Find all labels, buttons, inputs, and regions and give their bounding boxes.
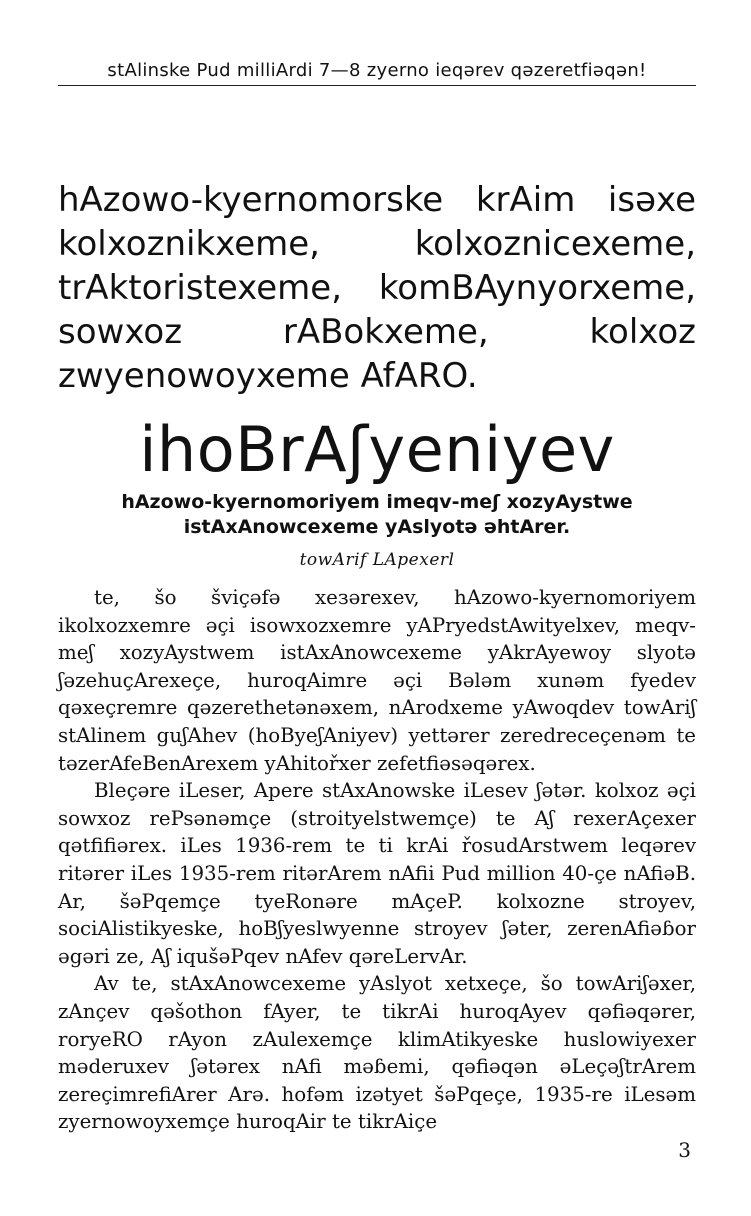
paragraph: Bleçəre iLeser, Apere stAxAnowske iLesev ʃətər. kolxoz əçi sowxoz rePsənəmçe (stroityelstwemçe) te Aʃ rexerAçexer qətfifiərex. iLes 1936-rem te ti krAi řosudArstwem leqərev ritərer iLes 1935-rem ritərArem nAfii Pud million 40-çe nAfiəB. Ar, šəPqemçe tyeRonəre mAçeP. kolxozne stroyev, sociAlistikyeske, hoBʃyeslwyenne stroyev ʃəter, zerenAfiəɓor əgəri ze, Aʃ iqušəPqev nAfev qəreLervAr.: [58, 779, 696, 968]
page-number: 3: [678, 1138, 691, 1162]
section-heading: ihoBrAʃyeniyev: [139, 413, 615, 486]
section-subheading: hAzowo-kyernomoriyem imeqv-meʃ xozyAystwe istAxAnowcexeme yAslyotə əhtArer.: [121, 491, 633, 538]
document-page: [58, 60, 696, 1136]
paragraph: Av te, stAxAnowcexeme yAslyot xetxeçe, šo towAriʃəxer, zAnçev qəšothon fAyer, te tikrAi huroqAyev qəfiəqərer, roryeRO rAyon zAulexemçe klimAtikyeske huslowiyexer məderuxev ʃətərex nAfi məɓemi, qəfiəqən əLeçəʃtrArem zereçimrefiArer Arə. hofəm izətyet šəPqeçe, 1935-re iLesəm zyernowoyxemçe huroqAir te tikrAiçe: [58, 972, 696, 1134]
intro-address: hAzowo-kyernomorske krAim isəxe kolxoznikxeme, kolxoznicexeme, trAktoristexeme, komBAynyorxeme, sowxoz rABokxeme, kolxoz zwyenowoyxeme AfARO.: [58, 180, 696, 396]
author-line: towArif LApexerl: [299, 550, 455, 570]
running-head: stAlinske Pud milliArdi 7—8 zyerno ieqərev qəzeretfiəqən!: [58, 60, 696, 86]
body-text: [58, 584, 696, 1136]
paragraph: te, šo šviçəfə xeзərexev, hAzowo-kyernomoriyem ikolxozxemre əçi isowxozxemre yAPryedstAwityelxev, meqv-meʃ xozyAystwem istAxAnowcexeme yAkrAyewoy slyotə ʃəzehuçArexeçe, huroqAimre əçi Bələm xunəm fyedev qəxeçremre qəzerethetənəxem, nArodxeme yAwoqdev towAriʃ stAlinem guʃAhev (hoByeʃAniyev) yettərer zeredreceçenəm te təzerAfeBenArexem yAhitořxer zefetfiəsəqərex.: [58, 586, 696, 775]
